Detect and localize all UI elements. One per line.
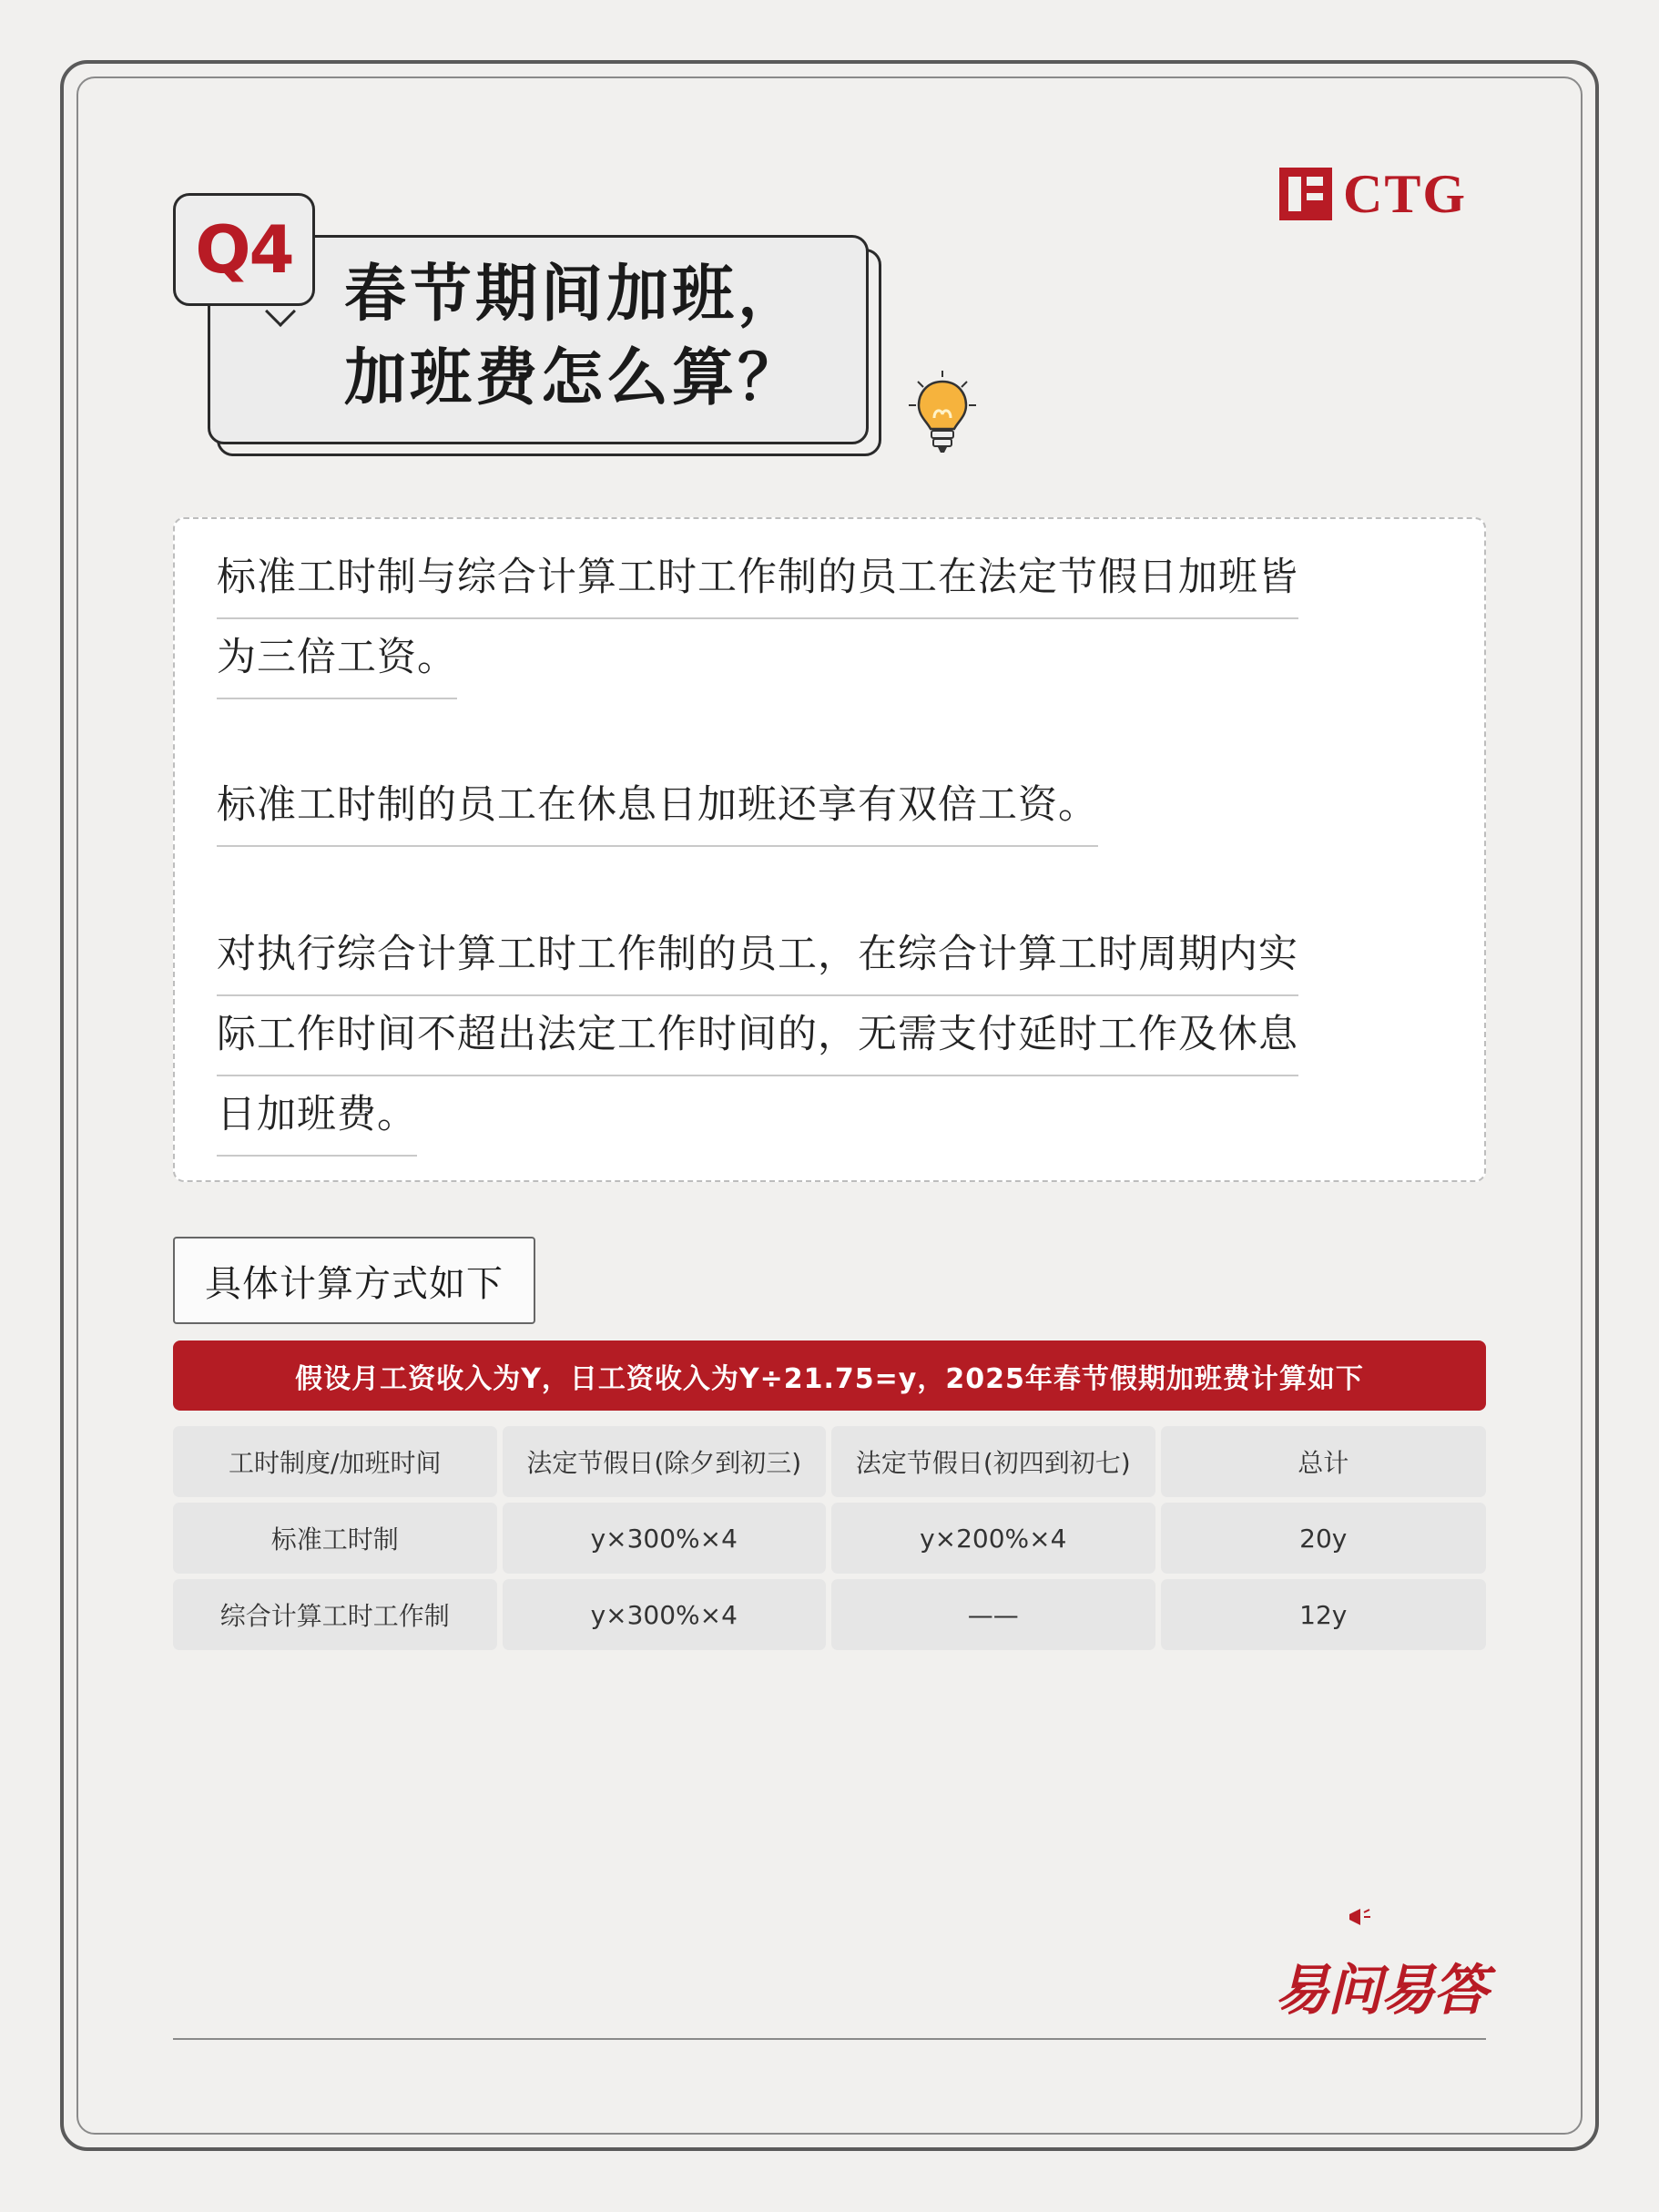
paragraph-3-line-3: 日加班费。 <box>217 1076 417 1157</box>
title-line-1: 春节期间加班， <box>344 259 804 331</box>
table-cell: 标准工时制 <box>173 1503 497 1574</box>
table-row <box>173 1579 1486 1650</box>
ctg-logo-text: CTG <box>1343 163 1468 224</box>
table-row <box>173 1503 1486 1574</box>
table-cell: y×300%×4 <box>503 1503 827 1574</box>
paragraph-1-line-1: 标准工时制与综合计算工时工作制的员工在法定节假日加班皆 <box>217 539 1298 619</box>
table-cell: 20y <box>1161 1503 1487 1574</box>
paragraph-1 <box>217 539 1437 699</box>
section-heading: 具体计算方式如下 <box>173 1237 535 1324</box>
paragraph-2-line-1: 标准工时制的员工在休息日加班还享有双倍工资。 <box>217 767 1098 847</box>
ctg-logo-icon <box>1279 168 1332 220</box>
lightbulb-icon <box>901 369 983 460</box>
footer-divider <box>173 2038 1486 2040</box>
paragraph-2 <box>217 767 1437 847</box>
title-line-2: 加班费怎么算？ <box>344 342 804 414</box>
table-header-cell: 总计 <box>1161 1426 1487 1497</box>
question-badge: Q4 <box>173 193 315 306</box>
paragraph-1-line-2: 为三倍工资。 <box>217 619 457 699</box>
ctg-logo <box>1279 162 1467 226</box>
brand-logo: 易问易答 <box>1275 1959 1486 2023</box>
table-cell: 12y <box>1161 1579 1487 1650</box>
page-title <box>344 253 854 421</box>
table-header-row <box>173 1426 1486 1497</box>
paragraph-3-line-1: 对执行综合计算工时工作制的员工，在综合计算工时周期内实 <box>217 916 1298 996</box>
table-header-cell: 法定节假日(除夕到初三) <box>503 1426 827 1497</box>
table-cell: —— <box>831 1579 1155 1650</box>
table-cell: y×200%×4 <box>831 1503 1155 1574</box>
assumption-banner: 假设月工资收入为Y，日工资收入为Y÷21.75=y，2025年春节假期加班费计算如下 <box>173 1340 1486 1411</box>
table-header-cell: 法定节假日(初四到初七) <box>831 1426 1155 1497</box>
table-cell: 综合计算工时工作制 <box>173 1579 497 1650</box>
paragraph-3-line-2: 际工作时间不超出法定工作时间的，无需支付延时工作及休息 <box>217 996 1298 1076</box>
overtime-table <box>173 1426 1486 1656</box>
table-header-cell: 工时制度/加班时间 <box>173 1426 497 1497</box>
table-cell: y×300%×4 <box>503 1579 827 1650</box>
paragraph-3 <box>217 916 1437 1157</box>
explanation-box <box>173 517 1486 1182</box>
megaphone-icon <box>1348 1907 1371 1927</box>
